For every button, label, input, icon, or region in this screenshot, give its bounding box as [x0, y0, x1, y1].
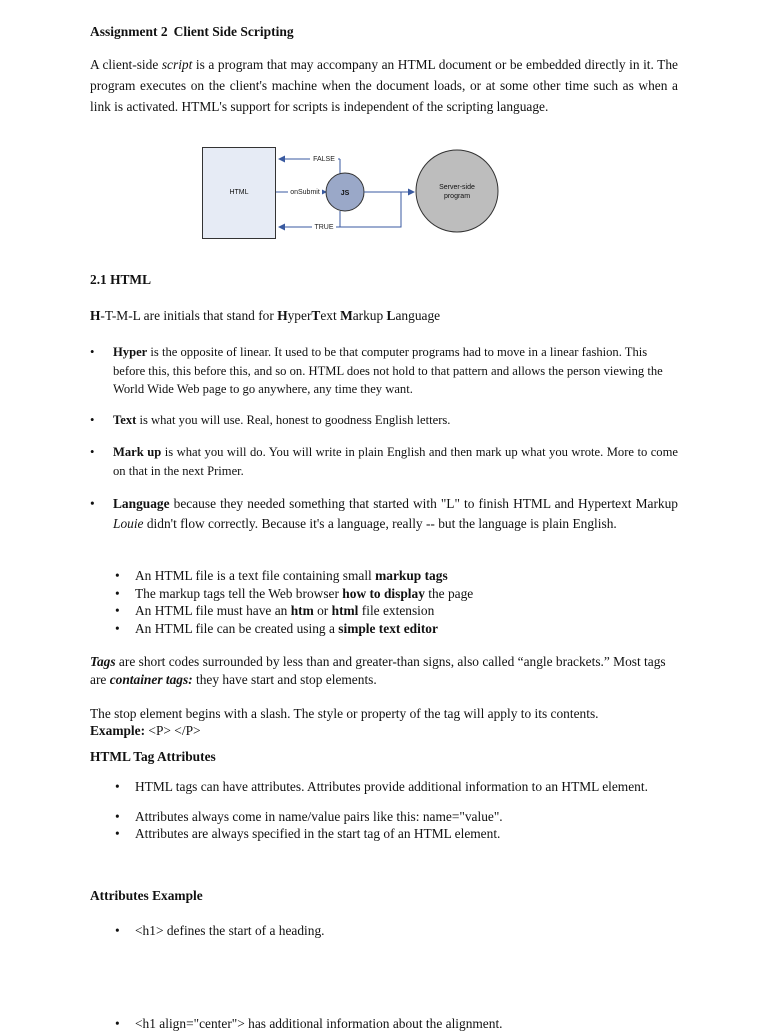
list-item — [115, 778, 675, 796]
title-topic: Client Side Scripting — [173, 24, 294, 39]
fact-text-end: file extension — [358, 603, 435, 618]
tags-term: Tags — [90, 654, 116, 669]
list-item — [90, 343, 678, 399]
bullet-text: is what you will use. Real, honest to goodness English letters. — [136, 413, 451, 427]
tags-text: are short codes surrounded by less than and greater-than signs, also called “angle brackets.” Most tags are — [90, 654, 666, 687]
fact-text: An HTML file must have an — [135, 603, 291, 618]
attribute-text: Attributes are always specified in the start tag of an HTML element. — [135, 826, 501, 841]
list-item — [115, 585, 675, 603]
fact-bold-2: html — [331, 603, 359, 618]
list-item — [90, 494, 678, 534]
bullet-dot: • — [115, 1016, 120, 1031]
false-label: FALSE — [313, 156, 335, 163]
bullet-dot: • — [115, 808, 120, 824]
list-item — [115, 808, 675, 826]
text-bullet-list — [90, 411, 678, 430]
html-initials-line — [90, 308, 678, 324]
intro-text-start: A client-side — [90, 57, 162, 72]
bullet-text-end: didn't flow correctly. Because it's a language, really -- but the language is plain English. — [143, 516, 617, 531]
bullet-dot: • — [115, 826, 120, 841]
attribute-text: HTML tags can have attributes. Attributes provide additional information to an HTML element. — [135, 779, 648, 794]
list-item — [115, 567, 675, 585]
example-label: Example: — [90, 723, 146, 738]
bullet-term: Hyper — [113, 345, 148, 359]
initials-yper: yper — [287, 308, 312, 323]
bullet-term: Mark up — [113, 445, 162, 459]
fact-text: An HTML file is a text file containing small — [135, 568, 376, 583]
fact-text: An HTML file can be created using a — [135, 620, 339, 636]
page-title — [90, 24, 678, 40]
initial-language: L — [386, 308, 396, 323]
container-tags-term: container tags: — [109, 672, 193, 687]
initial-text: T — [311, 308, 321, 323]
initials-anguage: anguage — [395, 308, 441, 323]
markup-bullet-list — [90, 443, 678, 480]
language-bullet-list — [90, 494, 678, 534]
fact-text: The markup tags tell the Web browser — [135, 585, 343, 601]
fact-bold: markup tags — [375, 568, 448, 583]
section-heading-html: 2.1 HTML — [90, 272, 152, 287]
title-assignment: Assignment 2 — [90, 24, 168, 39]
bullet-dot: • — [115, 779, 120, 794]
bullet-dot: • — [115, 923, 120, 938]
intro-paragraph — [90, 54, 678, 117]
bullet-text: is the opposite of linear. It used to be that computer programs had to move in a linear fashion. This before this, this before this, and so on. HTML does not hold to that pattern and allows the person viewing the World Wide Web page to go anywhere, any time they want. — [113, 345, 663, 396]
attribute-text: Attributes always come in name/value pairs like this: name="value". — [135, 808, 503, 824]
stop-element-paragraph — [90, 705, 678, 739]
onsubmit-label: onSubmit — [290, 189, 320, 196]
true-label: TRUE — [314, 224, 334, 231]
initial-h: H — [90, 308, 101, 323]
fact-text-end: the page — [424, 585, 474, 601]
list-item — [90, 443, 678, 480]
intro-text-rest: is a program that may accompany an HTML document or be embedded directly in it. The program executes on the client's machine when the document loads, or at some other time such as when a link is activated. HTML's support for scripts is independent of the scripting language. — [90, 57, 678, 114]
bullet-dot: • — [115, 585, 120, 601]
bullet-dot: • — [115, 568, 120, 583]
server-side-circle — [416, 150, 498, 232]
bullet-italic: Louie — [113, 516, 144, 531]
tags-text-end: they have start and stop elements. — [192, 672, 377, 687]
fact-bold: how to display — [342, 585, 425, 601]
client-server-diagram — [202, 145, 512, 240]
initial-hyper: H — [277, 308, 288, 323]
initials-text: -T-M-L are initials that stand for — [100, 308, 278, 323]
bullet-dot: • — [90, 445, 95, 459]
example-text: <h1> defines the start of a heading. — [135, 923, 325, 938]
fact-bold: htm — [290, 603, 314, 618]
bullet-text: because they needed something that started with "L" to finish HTML and Hypertext Markup — [169, 496, 678, 511]
bullet-dot: • — [90, 345, 95, 359]
bullet-dot: • — [115, 603, 120, 618]
list-item — [115, 602, 675, 620]
example-value: <P> </P> — [145, 723, 201, 738]
server-label-line1: Server-side — [439, 184, 475, 191]
attributes-example-heading: Attributes Example — [90, 888, 203, 903]
fact-bold: simple text editor — [338, 620, 438, 636]
list-item — [115, 825, 675, 843]
attributes-heading: HTML Tag Attributes — [90, 749, 216, 764]
hyper-bullet-list — [90, 343, 678, 399]
html-box-label: HTML — [229, 189, 249, 196]
bullet-term: Language — [113, 496, 170, 511]
tags-paragraph — [90, 653, 678, 689]
example-list — [115, 922, 675, 940]
stop-text: The stop element begins with a slash. The style or property of the tag will apply to its contents. — [90, 706, 599, 721]
list-item — [115, 620, 675, 638]
initial-markup: M — [340, 308, 353, 323]
js-label: JS — [340, 190, 350, 197]
list-item — [115, 922, 675, 940]
list-item — [90, 411, 678, 430]
initials-arkup: arkup — [352, 308, 387, 323]
html-facts-list — [115, 567, 675, 637]
example-text: <h1 align="center"> has additional information about the alignment. — [135, 1016, 503, 1031]
fact-text-middle: or — [313, 603, 332, 618]
server-label-line2: program — [443, 193, 471, 200]
intro-script-word: script — [161, 57, 193, 72]
initials-ext: ext — [320, 308, 341, 323]
bullet-dot: • — [90, 496, 95, 511]
bullet-dot: • — [115, 620, 120, 636]
bullet-dot: • — [90, 413, 95, 427]
attributes-list — [115, 778, 675, 843]
bullet-term: Text — [113, 413, 137, 427]
bullet-text: is what you will do. You will write in plain English and then mark up what you wrote. More to come on that in the next Primer. — [113, 445, 678, 478]
